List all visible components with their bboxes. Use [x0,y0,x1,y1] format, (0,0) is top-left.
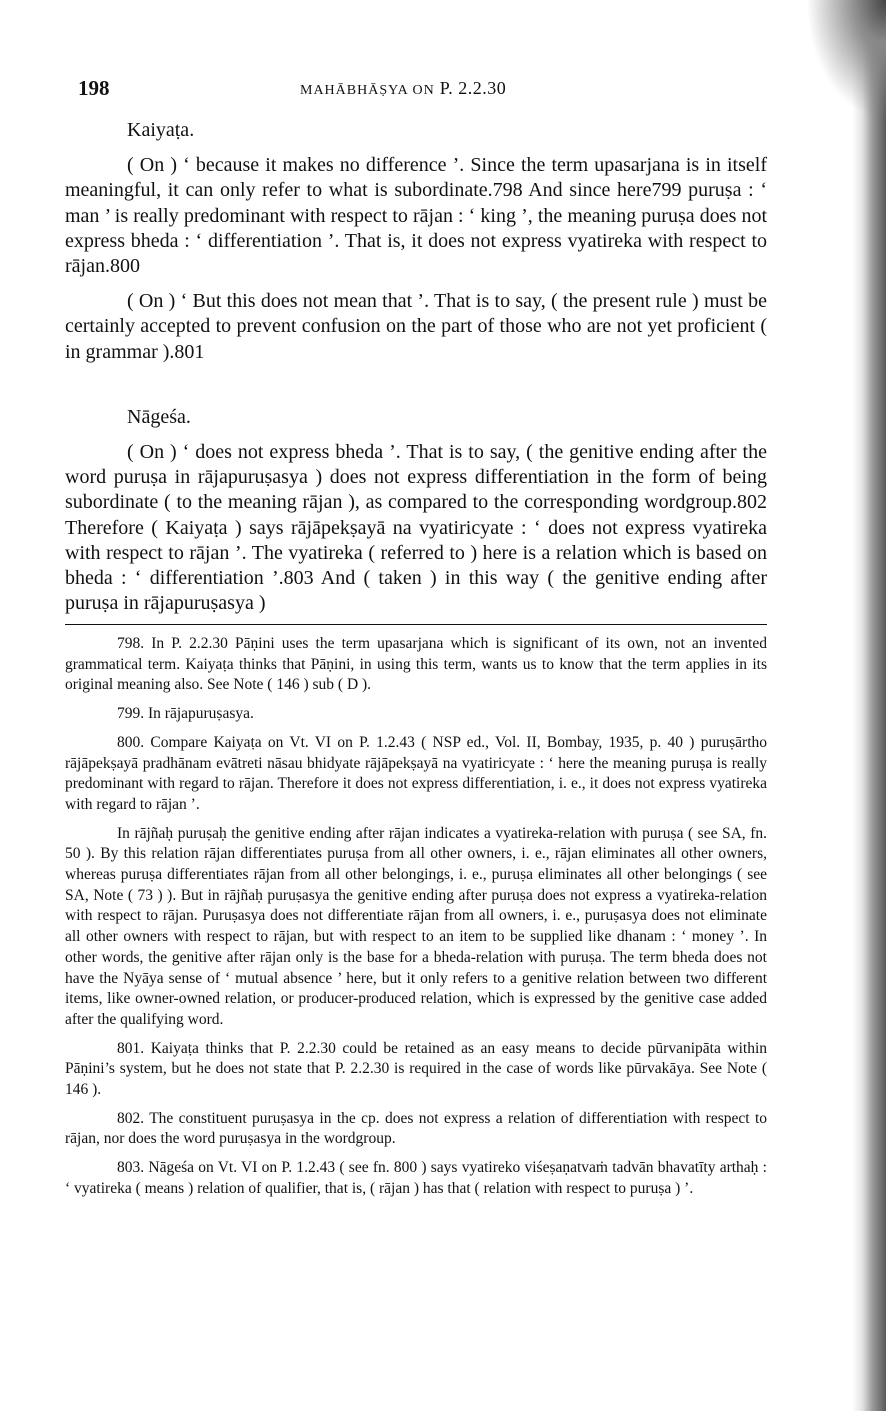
footnote-803: 803. Nāgeśa on Vt. VI on P. 1.2.43 ( see fn. 800 ) says vyatireko viśeṣaṇatvaṁ tadvān bhavatīty arthaḥ : ‘ vyatireka ( means ) relation of qualifier, that is, ( rājan ) has that ( relation with respect to puruṣa ) ’. [65,1159,767,1197]
paragraph-1: ( On ) ‘ because it makes no difference ’. Since the term upasarjana is in itself meaningful, it can only refer to what is subordinate.798 And since here799 puruṣa : ‘ man ’ is really predominant with respect to rājan : ‘ king ’, the meaning puruṣa does not express bheda : ‘ differentiation ’. That is, it does not express vyatireka with respect to rājan.800 [65,154,767,278]
footnote-801: 801. Kaiyaṭa thinks that P. 2.2.30 could be retained as an easy means to decide pūrvanipāta within Pāṇini’s system, but he does not state that P. 2.2.30 is required in the case of words like pūrvakāya. See Note ( 146 ). [65,1039,767,1099]
footnote-798: 798. In P. 2.2.30 Pāṇini uses the term upasarjana which is significant of its own, not an invented grammatical term. Kaiyaṭa thinks that Pāṇini, in using this term, wants us to know that the term applies in its original meaning also. See Note ( 146 ) sub ( D ). [65,635,767,694]
paragraph-3: ( On ) ‘ does not express bheda ’. That is to say, ( the genitive ending after the word puruṣa in rājapuruṣasya ) does not express differentiation in the form of being subordinate ( to the meaning rājan ), as compared to the corresponding wordgroup.802 Therefore ( Kaiyaṭa ) says rājāpekṣayā na vyatiricyate : ‘ does not express vyatireka with respect to rājan ’. The vyatireka ( referred to ) here is a relation which is based on bheda : ‘ differentiation ’.803 And ( taken ) in this way ( the genitive ending after puruṣa in rājapuruṣasya ) [65,441,767,615]
page-number: 198 [78,76,110,100]
footnote-divider [65,624,767,625]
footnote-800: 800. Compare Kaiyaṭa on Vt. VI on P. 1.2.43 ( NSP ed., Vol. II, Bombay, 1935, p. 40 ) puruṣārtho rājāpekṣayā pradhānam evātreti nāsau bhidyate rājāpekṣayā na vyatiricyate : ‘ here the meaning puruṣa is really predominant with regard to rājan. Therefore it does not express differentiation, i. e., it does not express vyatireka with regard to rājan ’. [65,733,767,813]
footnote-800-continued: In rājñaḥ puruṣaḥ the genitive ending after rājan indicates a vyatireka-relation with puruṣa ( see SA, fn. 50 ). By this relation rājan differentiates puruṣa from all other owners, i. e., rājan eliminates all other owners, whereas puruṣa differentiates rājan from all other belongings, i. e., puruṣa eliminates all other belongings ( see SA, Note ( 73 ) ). But in rājñaḥ puruṣasya the genitive ending after puruṣa does not express a vyatireka-relation with respect to rājan. Puruṣasya does not differentiate rājan from all owners, i. e., puruṣasya does not eliminate all other owners with respect to rājan, but with respect to an item to be supplied like dhanam : ‘ money ’. In other words, the genitive after rājan only is the base for a bheda-relation with puruṣa. The term bheda does not have the Nyāya sense of ‘ mutual absence ’ here, but it only refers to a genitive relation between two different items, like owner-owned relation, or producer-produced relation, which is expressed by the genitive case added after the qualifying word. [65,824,767,1028]
main-text [65,118,767,626]
section-heading-kaiyata: Kaiyaṭa. [127,119,195,141]
paragraph-2: ( On ) ‘ But this does not mean that ’. That is to say, ( the present rule ) must be certainly accepted to prevent confusion on the part of those who are not yet proficient ( in grammar ).801 [65,290,767,363]
running-title-ref: P. 2.2.30 [439,78,507,98]
page-corner-shadow [806,0,886,120]
footnote-799: 799. In rājapuruṣasya. [117,705,254,723]
section-heading-nagesa: Nāgeśa. [127,405,191,428]
footnote-802: 802. The constituent puruṣasya in the cp. does not express a relation of differentiation with respect to rājan, nor does the word puruṣasya in the wordgroup. [65,1109,767,1148]
page-edge-shadow [852,0,886,1411]
running-title-caps: MAHĀBHĀṢYA ON [300,83,435,98]
footnotes [65,634,767,1208]
running-title [300,78,506,99]
page-header [78,76,778,104]
